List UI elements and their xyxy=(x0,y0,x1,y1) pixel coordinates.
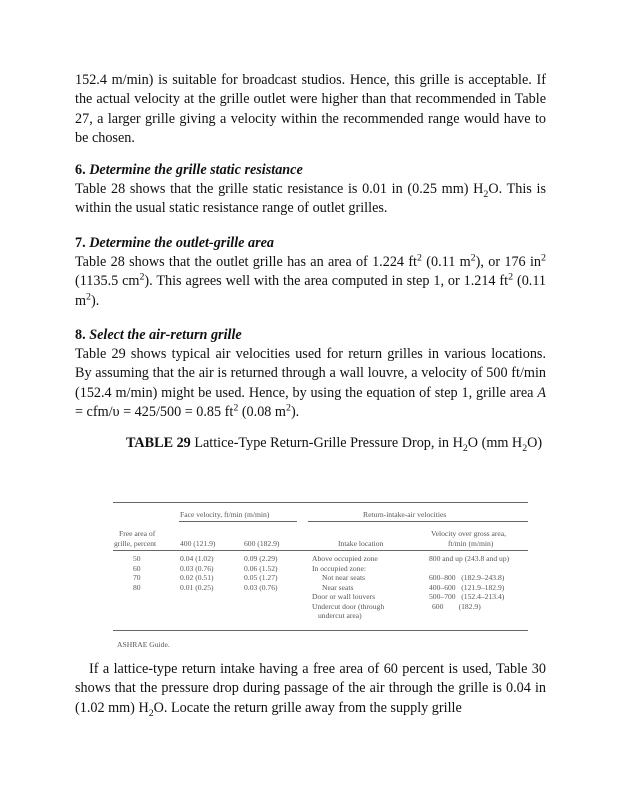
table-cell: 500–700 (152.4–213.4) xyxy=(429,592,505,601)
superscript: 2 xyxy=(233,402,239,414)
col-600: 600 (182.9) xyxy=(244,539,280,548)
step-6-text-b: O. This is within the usual static resistance range of outlet grilles. xyxy=(75,181,546,217)
subscript: 2 xyxy=(148,707,154,719)
subscript: 2 xyxy=(522,442,528,454)
superscript: 2 xyxy=(285,402,291,414)
col-intake-location: Intake location xyxy=(338,539,384,548)
header-rule-left xyxy=(179,521,297,522)
table-cell: 800 and up (243.8 and up) xyxy=(429,554,510,563)
table-caption xyxy=(103,434,548,453)
table-cell: 50 xyxy=(133,554,141,563)
table-cell: Not near seats xyxy=(322,573,366,582)
step-8-body xyxy=(75,345,546,423)
table-cell: Above occupied zone xyxy=(312,554,378,563)
col-free-area-1: Free area of xyxy=(119,529,156,538)
step-6-number: 6. xyxy=(75,162,86,178)
table-cell: 600 (182.9) xyxy=(432,601,481,611)
table-cell: 0.03 (0.76) xyxy=(244,582,278,592)
text: ). xyxy=(290,404,300,421)
text: ), or 176 in xyxy=(475,254,542,270)
text: ). xyxy=(91,292,100,309)
table-cell: Near seats xyxy=(322,582,354,592)
table-cell: 0.06 (1.52) xyxy=(244,563,278,573)
text: Table 29 shows typical air velocities used for return grilles in various locations. By assuming that the air is returned through a wall louvre, a velocity of 500 ft/min (152.4 m/min) might be used. Hence, by using the equation of step 1, grille area xyxy=(75,346,546,401)
superscript: 2 xyxy=(417,252,422,264)
superscript: 2 xyxy=(508,271,514,283)
col-velocity-2: ft/min (m/min) xyxy=(448,539,494,548)
table-source: ASHRAE Guide. xyxy=(117,640,170,649)
step-7-body xyxy=(75,253,546,311)
col-400: 400 (121.9) xyxy=(180,539,216,548)
paragraph-bottom xyxy=(75,660,546,718)
table-cell: 60 xyxy=(133,563,141,573)
step-7-number: 7. xyxy=(75,235,86,251)
step-7-heading xyxy=(75,234,546,253)
table-cell: Door or wall louvers xyxy=(312,592,376,601)
text: ). This agrees well with the area computed in step 1, or 1.214 ft xyxy=(144,273,509,290)
face-velocity-header: Face velocity, ft/min (m/min) xyxy=(180,510,270,519)
table-cell: 0.02 (0.51) xyxy=(180,573,214,582)
table-cell: 70 xyxy=(133,573,141,582)
text: Lattice-Type Return-Grille Pressure Drop, in H xyxy=(190,435,463,451)
step-7-title: Determine the outlet-grille area xyxy=(89,235,274,251)
subscript: 2 xyxy=(462,442,468,454)
text: Table 28 shows that the outlet grille has an area of 1.224 ft xyxy=(75,254,417,270)
text: (0.08 m xyxy=(238,404,286,421)
table-cell: 600–800 (182.9–243.8) xyxy=(429,573,505,582)
step-6-heading xyxy=(75,161,546,180)
table-cell: 400–600 (121.9–182.9) xyxy=(429,582,505,592)
superscript: 2 xyxy=(86,291,92,303)
col-free-area-2: grille, percent xyxy=(114,539,157,548)
return-velocities-header: Return-intake-air velocities xyxy=(363,510,447,519)
table-label: TABLE 29 xyxy=(126,435,191,451)
table-cell: Undercut door (through xyxy=(312,601,385,611)
text: O) xyxy=(527,435,543,451)
step-6-title: Determine the grille static resistance xyxy=(89,162,303,178)
text: If a lattice-type return intake having a free area of 60 percent is used, Table 30 shows that the pressure drop during passage of the air through the grille is 0.04 in (1.02 mm) H xyxy=(75,661,546,716)
text: (1135.5 cm xyxy=(75,273,140,290)
table-cell: 0.09 (2.29) xyxy=(244,554,278,563)
variable: A xyxy=(537,384,546,401)
table-cell: undercut area) xyxy=(318,611,362,620)
column-header-rule xyxy=(113,550,528,551)
step-8-heading xyxy=(75,326,546,345)
step-6-text-a: Table 28 shows that the grille static resistance is 0.01 in (0.25 mm) H xyxy=(75,181,484,197)
superscript: 2 xyxy=(139,271,145,283)
superscript: 2 xyxy=(541,252,546,264)
text: = cfm/υ = 425/500 = 0.85 ft xyxy=(75,404,234,421)
table-cell: 0.01 (0.25) xyxy=(180,582,214,592)
header-rule-right xyxy=(308,521,528,522)
table-cell: 0.05 (1.27) xyxy=(244,573,278,582)
text: (0.11 m xyxy=(421,254,471,270)
text: O (mm H xyxy=(467,435,523,451)
table-cell: 0.03 (0.76) xyxy=(180,563,214,573)
table-bottom-rule xyxy=(113,630,528,631)
table-top-rule xyxy=(113,502,528,503)
step-8-title: Select the air-return grille xyxy=(89,327,242,343)
subscript: 2 xyxy=(483,188,489,200)
text: (0.11 m xyxy=(75,273,547,309)
text: O. Locate the return grille away from the supply grille xyxy=(153,699,462,716)
step-8-number: 8. xyxy=(75,327,86,343)
table-cell: In occupied zone: xyxy=(312,563,366,573)
superscript: 2 xyxy=(470,252,476,264)
table-cell: 80 xyxy=(133,582,141,592)
paragraph-intro: 152.4 m/min) is suitable for broadcast studios. Hence, this grille is acceptable. If the actual velocity at the grille outlet were higher than that recommended in Table 27, a larger grille giving a velocity within the recommended range would have to be chosen. xyxy=(75,72,546,147)
col-velocity-1: Velocity over gross area, xyxy=(431,529,507,538)
table-cell: 0.04 (1.02) xyxy=(180,554,214,563)
step-6-body xyxy=(75,180,546,219)
